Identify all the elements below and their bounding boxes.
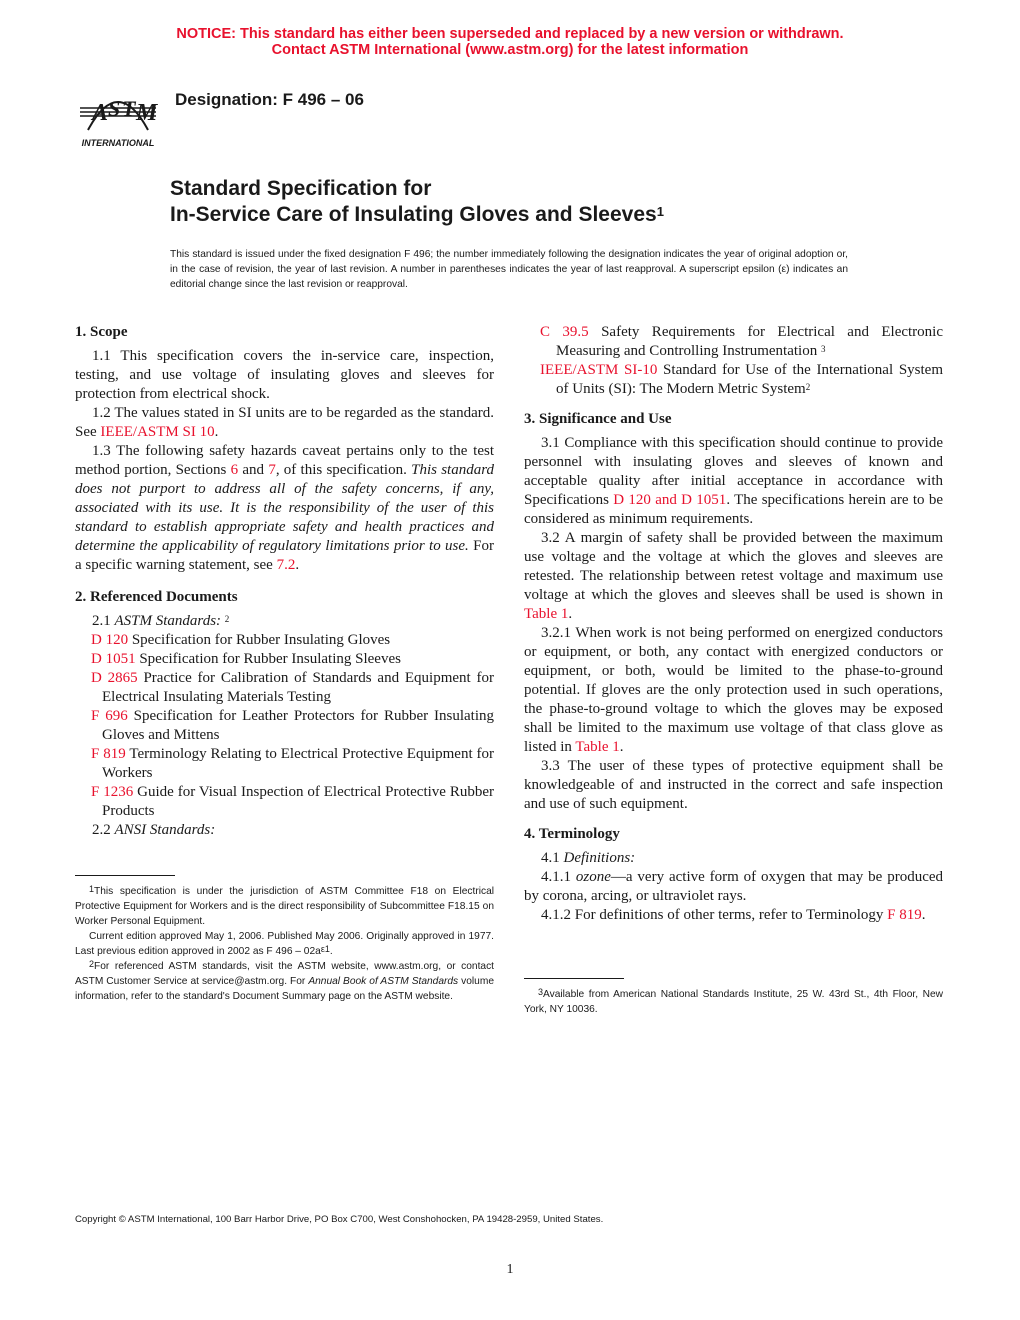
footnote-2: $^2$For referenced ASTM standards, visit the ASTM website, www.astm.org, or contact ASTM Customer Service at service@astm.org. For Annual Book of ASTM Standards volume information, refer to the standard's Document Summary page on the ASTM website. [75, 959, 495, 1002]
link-section-6[interactable]: 6 [230, 462, 239, 478]
title-main: In-Service Care of Insulating Gloves and Sleeves [170, 203, 657, 226]
ref-item: F 1236 Guide for Visual Inspection of Electrical Protective Rubber Products [91, 784, 495, 819]
logo-letter-s: S [108, 96, 121, 121]
paragraph-1-3: 1.3 The following safety hazards caveat pertains only to the test method portion, Sections 6 and 7, of this specification. This standard does not purport to address all of the safety concerns, if any, associated with its use. It is the responsibility of the user of this standard to establish appropriate safety and health practices and determine the applicability of regulatory limitations prior to use. For a specific warning statement, see 7.2. [75, 443, 494, 573]
ref-item: F 819 Terminology Relating to Electrical Protective Equipment for Workers [91, 746, 495, 781]
logo-letter-t: T [122, 96, 136, 121]
notice-line-1: NOTICE: This standard has either been superseded and replaced by a new version or withdrawn. [176, 26, 844, 42]
ref-code[interactable]: D 2865 [91, 670, 138, 686]
paragraph-3-3: 3.3 The user of these types of protective equipment shall be knowledgeable of and instructed in the correct and safe inspection and use of such equipment. [524, 758, 943, 812]
right-column [524, 323, 943, 925]
ansi-item: IEEE/ASTM SI-10 Standard for Use of the International System of Units (SI): The Modern Metric System$^2$ [540, 362, 943, 397]
safety-caveat: This standard does not purport to address all of the safety concerns, if any, associated with its use. It is the responsibility of the user of this standard to establish appropriate safety and health practices and determine the applicability of regulatory limitations prior to use. [75, 462, 494, 554]
footnote-rule [75, 875, 175, 876]
ref-item: D 2865 Practice for Calibration of Standards and Equipment for Electrical Insulating Materials Testing [91, 670, 494, 705]
link-table-1[interactable]: Table 1 [524, 606, 569, 622]
logo-caption: INTERNATIONAL [81, 138, 155, 148]
ansi-code[interactable]: IEEE/ASTM SI-10 [540, 362, 658, 378]
ref-code[interactable]: F 696 [91, 708, 128, 724]
link-f819[interactable]: F 819 [887, 907, 922, 923]
paragraph-3-2: 3.2 A margin of safety shall be provided between the maximum use voltage and the voltage at which the gloves and sleeves are retested. The relationship between retest voltage and maximum use voltage at which the gloves and sleeves shall be used is shown in Table 1. [524, 530, 943, 622]
withdrawn-notice [0, 26, 1020, 58]
paragraph-4-1: 4.1 Definitions: [541, 850, 636, 866]
paragraph-1-1: 1.1 This specification covers the in-service care, inspection, testing, and use voltage of insulating gloves and sleeves for protection from electrical shock. [75, 348, 494, 402]
footnote-1: $^1$This specification is under the jurisdiction of ASTM Committee F18 on Electrical Protective Equipment for Workers and is the direct responsibility of Subcommittee F18.15 on Worker Personal Equipment. [75, 884, 494, 927]
issue-note: This standard is issued under the fixed designation F 496; the number immediately following the designation indicates the year of original adoption or, in the case of revision, the year of last revision. A number in parentheses indicates the year of last reapproval. A superscript epsilon (ε) indicates an editorial change since the last revision or reapproval. [170, 249, 848, 290]
paragraph-1-2: 1.2 The values stated in SI units are to be regarded as the standard. See IEEE/ASTM SI 10. [75, 405, 494, 440]
footnote-1-edition: Current edition approved May 1, 2006. Published May 2006. Originally approved in 1977. Last previous edition approved in 2002 as F $496 - 02a^{\varepsilon 1}$. [75, 931, 494, 957]
ref-code[interactable]: D 1051 [91, 651, 136, 667]
paragraph-3-1: 3.1 Compliance with this specification should continue to provide personnel with insulating gloves and sleeves of known and acceptable quality after initial acceptance in accordance with Specifications D 120 and D 1051. The specifications herein are to be considered as minimum requirements. [524, 435, 943, 527]
ref-item: D 1051 Specification for Rubber Insulating Sleeves [91, 651, 401, 667]
notice-line-2: Contact ASTM International (www.astm.org) for the latest information [271, 42, 749, 58]
logo-letter-a: A [92, 100, 109, 126]
paragraph-3-2-1: 3.2.1 When work is not being performed on energized conductors or equipment, or both, any contact with energized conductors or equipment, or both, would be limited to the phase-to-ground potential. If gloves are the only protection used in such operations, the phase-to-ground voltage to which the gloves may be exposed shall be limited to the maximum use voltage of that class glove as listed in Table 1. [524, 625, 943, 755]
link-d120-d1051[interactable]: D 120 and D 1051 [613, 492, 727, 508]
title-line-1: Standard Specification for [170, 177, 432, 200]
section-heading-terminology: 4. Terminology [524, 826, 620, 842]
left-column [75, 323, 494, 840]
section-heading-referenced: 2. Referenced Documents [75, 589, 238, 605]
footnotes-right [524, 978, 943, 1017]
ref-code[interactable]: F 1236 [91, 784, 134, 800]
title-footnote-mark[interactable]: 1 [656, 204, 664, 219]
ansi-standards-label: 2.2 ANSI Standards: [92, 822, 216, 838]
ref-code[interactable]: F 819 [91, 746, 126, 762]
copyright: Copyright © ASTM International, 100 Barr Harbor Drive, PO Box C700, West Conshohocken, PA 19428-2959, United States. [75, 1214, 604, 1225]
footnote-rule [524, 978, 624, 979]
footnotes-left [75, 875, 494, 1004]
logo-letter-m: M [136, 100, 158, 126]
link-ieee-si10[interactable]: IEEE/ASTM SI 10 [100, 424, 215, 440]
ansi-item: C 39.5 Safety Requirements for Electrical and Electronic Measuring and Controlling Instrumentation $^3$ [540, 324, 943, 359]
ref-item: D 120 Specification for Rubber Insulating Gloves [91, 632, 391, 648]
section-heading-scope: 1. Scope [75, 324, 128, 340]
ref-code[interactable]: D 120 [91, 632, 129, 648]
astm-standards-label: 2.1 ASTM Standards: $^2$ [92, 613, 230, 629]
document-title [170, 176, 664, 228]
title-line-2 [170, 202, 664, 228]
paragraph-4-1-1: 4.1.1 ozone—a very active form of oxygen that may be produced by corona, arcing, or ultraviolet rays. [524, 869, 944, 904]
paragraph-4-1-2: 4.1.2 For definitions of other terms, refer to Terminology F 819. [541, 907, 926, 923]
link-section-7-2[interactable]: 7.2 [276, 557, 296, 573]
term-ozone: ozone [575, 869, 611, 885]
link-table-1[interactable]: Table 1 [575, 739, 620, 755]
section-heading-significance: 3. Significance and Use [524, 411, 672, 427]
ansi-code[interactable]: C 39.5 [540, 324, 589, 340]
designation: Designation: F 496 – 06 [175, 90, 364, 109]
page-number: 1 [506, 1262, 514, 1277]
link-section-7[interactable]: 7 [268, 462, 276, 478]
astm-logo-icon [74, 78, 162, 150]
ref-item: F 696 Specification for Leather Protectors for Rubber Insulating Gloves and Mittens [91, 708, 495, 743]
footnote-3: $^3$Available from American National Standards Institute, 25 W. 43rd St., 4th Floor, New York, NY 10036. [524, 987, 943, 1015]
